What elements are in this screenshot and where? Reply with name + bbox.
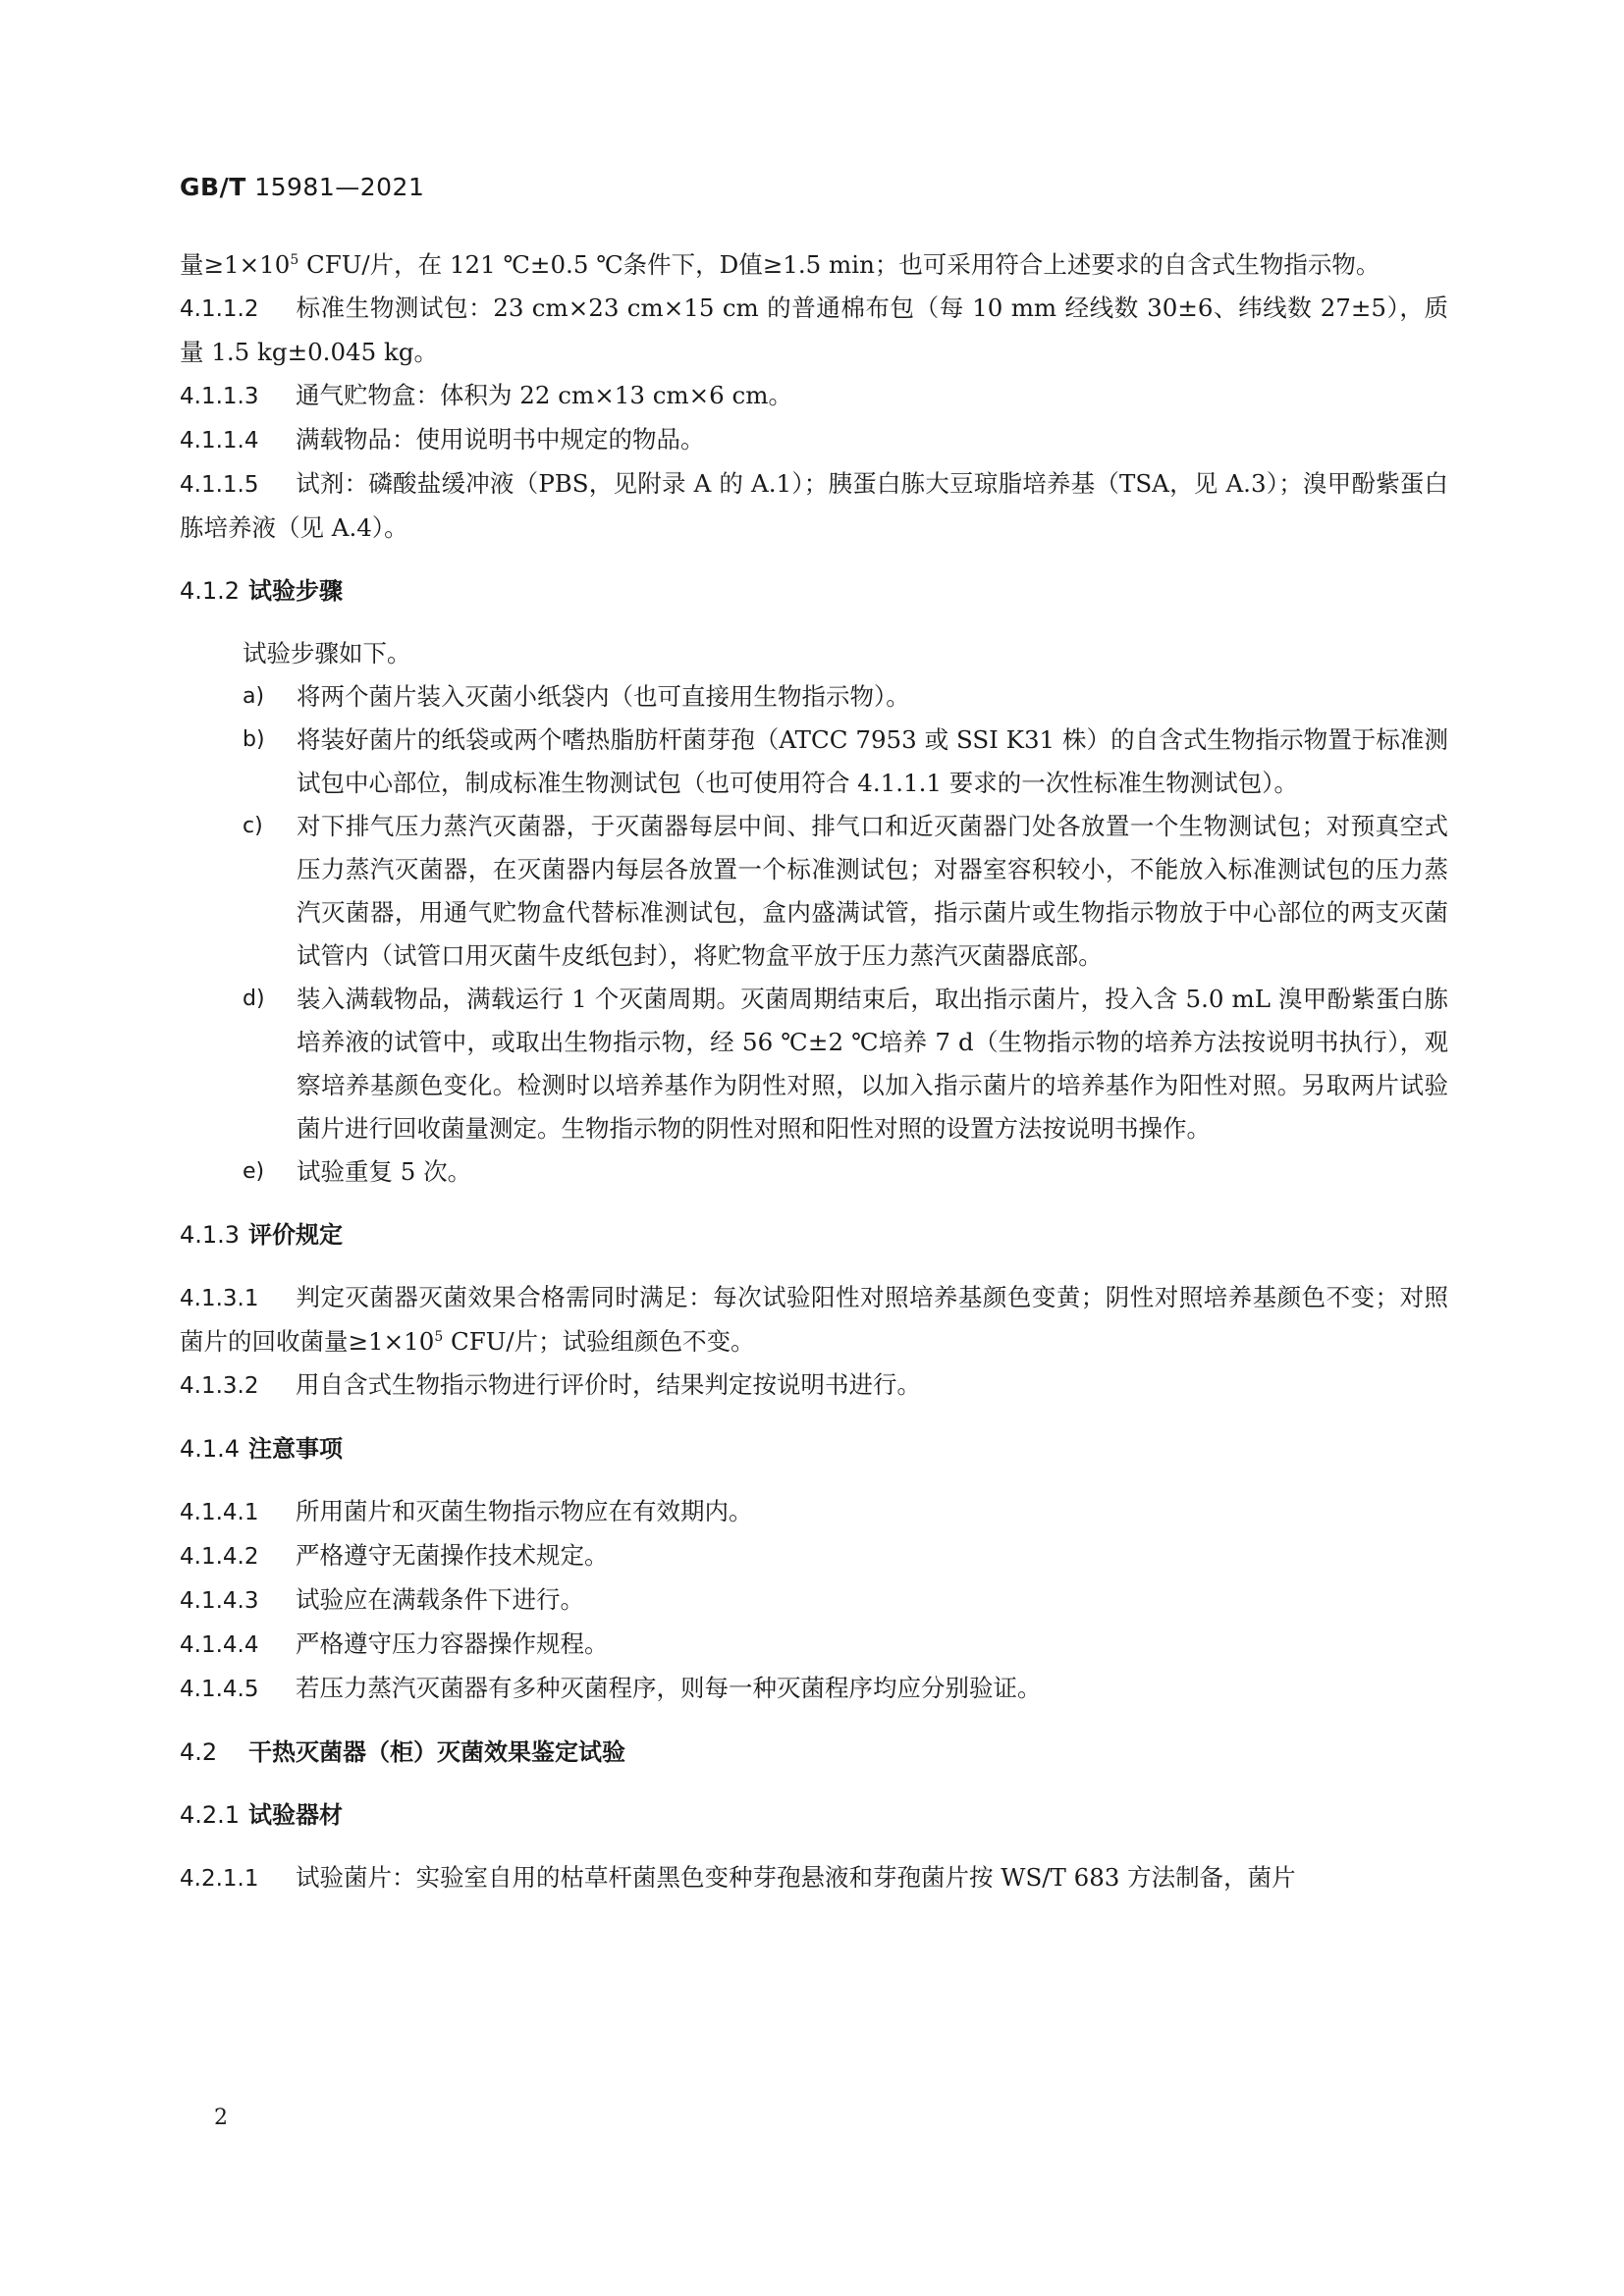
clause-number: 4.1.1.4 — [180, 428, 259, 454]
clause-number: 4.1.3.1 — [180, 1286, 259, 1311]
heading-title: 试验步骤 — [248, 577, 343, 605]
continued-paragraph — [180, 243, 1448, 287]
clause-number: 4.1.1.5 — [180, 472, 259, 498]
list-marker: e) — [243, 1159, 265, 1184]
clause-text-a: 判定灭菌器灭菌效果合格需同时满足：每次试验阳性对照培养基颜色变黄；阴性对照培养基颜色不变；对照菌片的回收菌量≥1×10 — [180, 1283, 1448, 1356]
section-heading-4-1-2 — [180, 569, 1448, 613]
clause-4-1-4-2 — [180, 1534, 1448, 1578]
continued-text-a: 量≥1×10 — [180, 250, 291, 279]
list-item-a — [180, 675, 1448, 719]
clause-4-1-1-4 — [180, 418, 1448, 462]
clause-4-1-4-4 — [180, 1623, 1448, 1667]
clause-4-1-4-5 — [180, 1667, 1448, 1711]
clause-4-1-1-3 — [180, 374, 1448, 418]
list-item-b — [180, 719, 1448, 805]
clause-number: 4.1.4.2 — [180, 1544, 259, 1570]
list-item-text: 装入满载物品，满载运行 1 个灭菌周期。灭菌周期结束后，取出指示菌片，投入含 5.0 mL 溴甲酚紫蛋白胨培养液的试管中，或取出生物指示物，经 56 ℃±2 ℃培养 7 d（生物指示物的培养方法按说明书执行），观察培养基颜色变化。检测时以培养基作为阴性对照，以加入指示菌片的培养基作为阳性对照。另取两片试验菌片进行回收菌量测定。生物指示物的阴性对照和阳性对照的设置方法按说明书操作。 — [297, 985, 1448, 1143]
clause-text: 试剂：磷酸盐缓冲液（PBS，见附录 A 的 A.1）；胰蛋白胨大豆琼脂培养基（TSA，见 A.3）；溴甲酚紫蛋白胨培养液（见 A.4）。 — [180, 469, 1448, 542]
clause-text: 若压力蒸汽灭菌器有多种灭菌程序，则每一种灭菌程序均应分别验证。 — [296, 1674, 1042, 1702]
heading-number: 4.2 — [180, 1738, 218, 1766]
clause-4-1-3-1 — [180, 1276, 1448, 1363]
clause-text: 用自含式生物指示物进行评价时，结果判定按说明书进行。 — [296, 1370, 921, 1399]
superscript: 5 — [290, 252, 299, 268]
steps-lead: 试验步骤如下。 — [243, 639, 411, 667]
continued-text-b: CFU/片，在 121 ℃±0.5 ℃条件下，D值≥1.5 min；也可采用符合上述要求的自含式生物指示物。 — [298, 250, 1380, 279]
section-heading-4-1-4 — [180, 1427, 1448, 1470]
heading-number: 4.1.3 — [180, 1221, 241, 1249]
heading-title: 注意事项 — [248, 1435, 343, 1463]
list-marker: d) — [243, 987, 265, 1011]
clause-text: 满载物品：使用说明书中规定的物品。 — [296, 425, 705, 454]
list-marker: a) — [243, 684, 265, 709]
clause-number: 4.1.4.3 — [180, 1588, 259, 1614]
list-item-text: 试验重复 5 次。 — [297, 1157, 472, 1186]
list-marker: b) — [243, 727, 265, 752]
clause-number: 4.1.3.2 — [180, 1373, 259, 1399]
clause-4-1-1-5 — [180, 462, 1448, 550]
clause-text: 试验应在满载条件下进行。 — [296, 1585, 584, 1614]
list-item-e — [180, 1150, 1448, 1194]
list-item-text: 将装好菌片的纸袋或两个嗜热脂肪杆菌芽孢（ATCC 7953 或 SSI K31 株）的自含式生物指示物置于标准测试包中心部位，制成标准生物测试包（也可使用符合 4.1.1.1 要求的一次性标准生物测试包）。 — [297, 725, 1448, 797]
page-number: 2 — [214, 2106, 228, 2130]
list-item-text: 对下排气压力蒸汽灭菌器，于灭菌器每层中间、排气口和近灭菌器门处各放置一个生物测试包；对预真空式压力蒸汽灭菌器，在灭菌器内每层各放置一个标准测试包；对器室容积较小，不能放入标准测试包的压力蒸汽灭菌器，用通气贮物盒代替标准测试包，盒内盛满试管，指示菌片或生物指示物放于中心部位的两支灭菌试管内（试管口用灭菌牛皮纸包封），将贮物盒平放于压力蒸汽灭菌器底部。 — [297, 812, 1448, 970]
clause-text: 标准生物测试包：23 cm×23 cm×15 cm 的普通棉布包（每 10 mm 经线数 30±6、纬线数 27±5），质量 1.5 kg±0.045 kg。 — [180, 294, 1448, 366]
heading-number: 4.1.4 — [180, 1435, 241, 1463]
clause-number: 4.1.1.2 — [180, 296, 259, 322]
clause-number: 4.1.4.1 — [180, 1500, 259, 1525]
clause-text: 严格遵守压力容器操作规程。 — [296, 1629, 609, 1658]
clause-4-1-1-2 — [180, 287, 1448, 374]
section-heading-4-2 — [180, 1731, 1448, 1774]
standard-prefix: GB/T — [180, 173, 246, 201]
standard-number: 15981—2021 — [254, 173, 425, 201]
heading-title: 评价规定 — [248, 1221, 343, 1249]
clause-number: 4.1.4.4 — [180, 1632, 259, 1658]
clause-4-1-4-3 — [180, 1578, 1448, 1623]
list-item-c — [180, 805, 1448, 978]
list-item-d — [180, 978, 1448, 1150]
heading-title: 干热灭菌器（柜）灭菌效果鉴定试验 — [248, 1738, 625, 1766]
clause-text-b: CFU/片；试验组颜色不变。 — [443, 1327, 755, 1356]
list-item-text: 将两个菌片装入灭菌小纸袋内（也可直接用生物指示物）。 — [297, 682, 910, 711]
clause-text: 严格遵守无菌操作技术规定。 — [296, 1541, 609, 1570]
heading-title: 试验器材 — [248, 1801, 343, 1829]
list-marker: c) — [243, 814, 263, 838]
superscript: 5 — [434, 1329, 444, 1345]
clause-4-1-3-2 — [180, 1363, 1448, 1408]
section-heading-4-2-1 — [180, 1793, 1448, 1837]
clause-text: 试验菌片：实验室自用的枯草杆菌黑色变种芽孢悬液和芽孢菌片按 WS/T 683 方法制备，菌片 — [296, 1863, 1296, 1892]
clause-text: 通气贮物盒：体积为 22 cm×13 cm×6 cm。 — [296, 381, 793, 409]
section-heading-4-1-3 — [180, 1213, 1448, 1256]
heading-number: 4.1.2 — [180, 577, 241, 605]
clause-number: 4.1.4.5 — [180, 1677, 259, 1702]
document-body — [180, 243, 1448, 1900]
clause-number: 4.2.1.1 — [180, 1866, 259, 1892]
clause-4-1-4-1 — [180, 1490, 1448, 1534]
clause-text: 所用菌片和灭菌生物指示物应在有效期内。 — [296, 1497, 753, 1525]
clause-4-2-1-1 — [180, 1856, 1448, 1900]
clause-number: 4.1.1.3 — [180, 384, 259, 409]
heading-number: 4.2.1 — [180, 1801, 241, 1829]
standard-code — [180, 173, 424, 201]
